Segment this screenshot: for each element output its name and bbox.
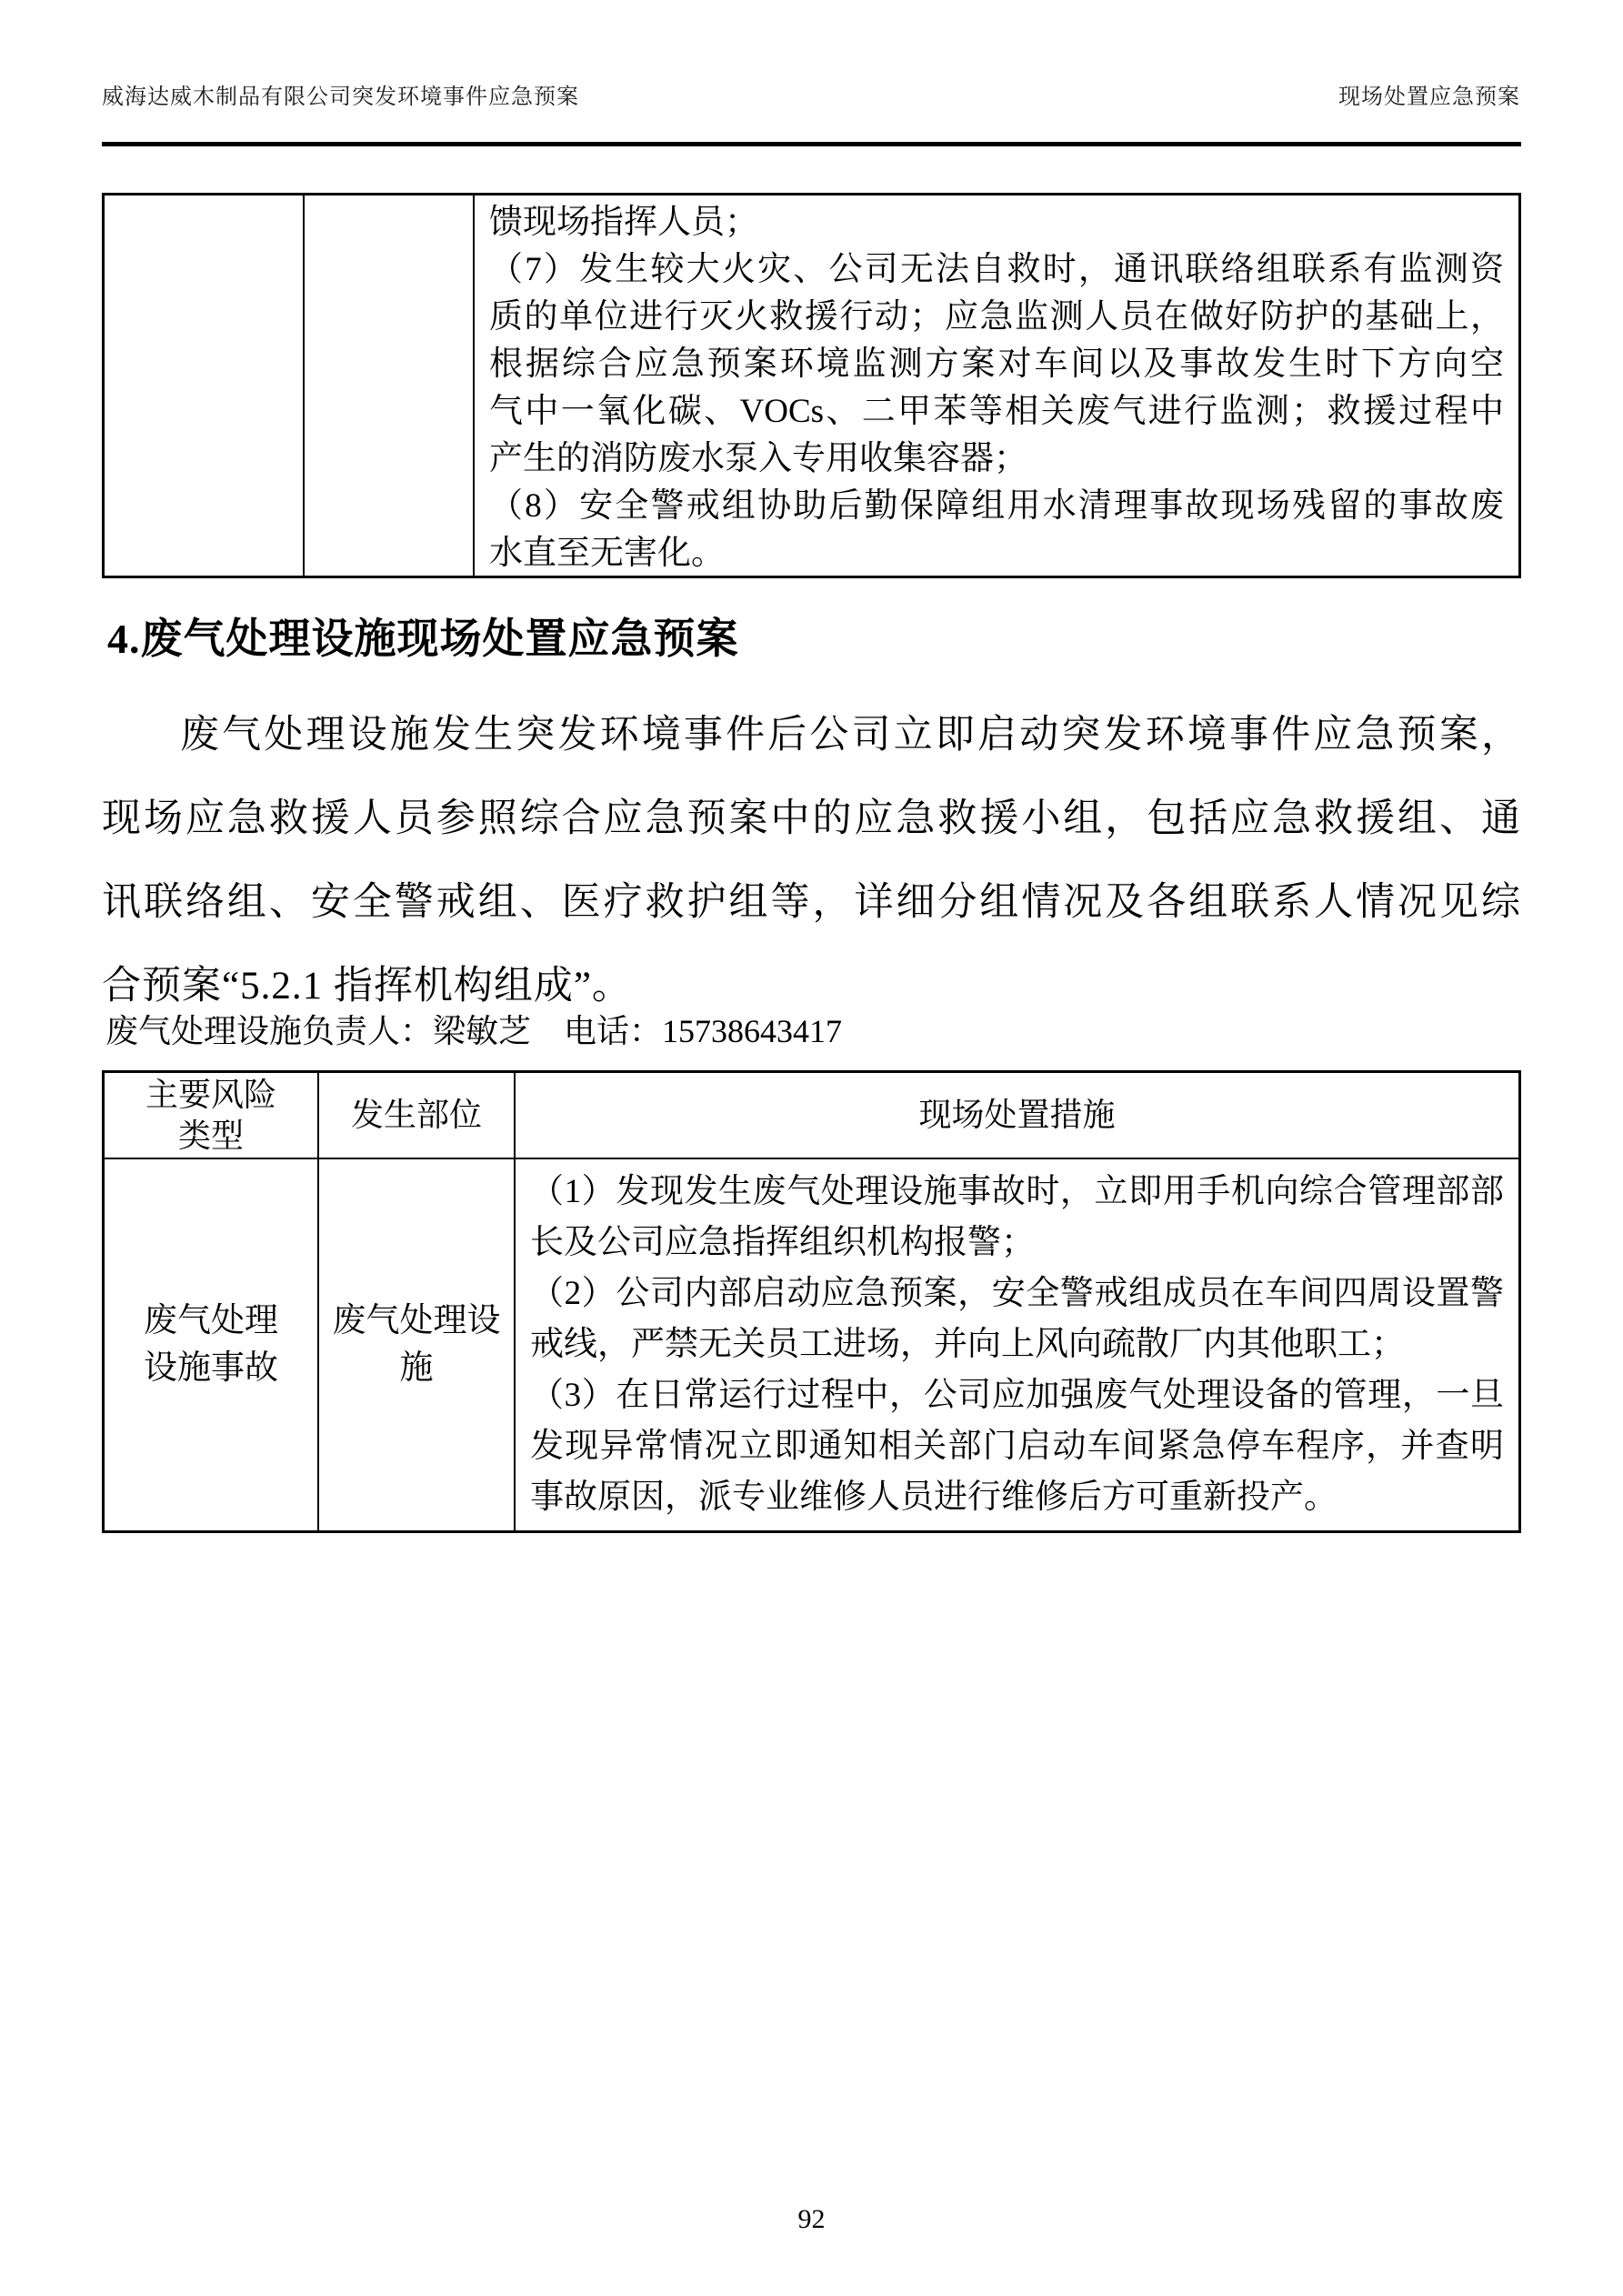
paragraph-line: 合预案“5.2.1 指挥机构组成”。: [102, 965, 632, 1008]
measures-table: [102, 1070, 1521, 1533]
section-paragraph: [102, 694, 1521, 1028]
text-line: （1）发现发生废气处理设施事故时，立即用手机向综合管理部部: [530, 1173, 1504, 1210]
paragraph-line: 讯联络组、安全警戒组、医疗救护组等，详细分组情况及各组联系人情况见综: [102, 881, 1521, 924]
paragraph-line: 现场应急救援人员参照综合应急预案中的应急救援小组，包括应急救援组、通: [102, 797, 1521, 840]
text-line: 根据综合应急预案环境监测方案对车间以及事故发生时下方向空: [489, 346, 1504, 383]
section-heading: 4.废气处理设施现场处置应急预案: [107, 616, 739, 662]
phone-label: 电话：: [564, 1013, 663, 1049]
text-line: （7）发生较大火灾、公司无法自救时，通讯联络组联系有监测资: [489, 251, 1504, 288]
text-line: 戒线，严禁无关员工进场，并向上风向疏散厂内其他职工；: [530, 1326, 1405, 1363]
responsible-label: 废气处理设施负责人：: [105, 1013, 434, 1049]
text-line: 类型: [177, 1117, 244, 1154]
text-line: （8）安全警戒组协助后勤保障组用水清理事故现场残留的事故废: [489, 487, 1504, 525]
paragraph-line: 废气处理设施发生突发环境事件后公司立即启动突发环境事件应急预案，: [180, 714, 1521, 757]
text-line: 馈现场指挥人员；: [489, 204, 758, 241]
text-line: 废气处理设: [332, 1302, 501, 1339]
responsible-name: 梁敏芝: [433, 1013, 532, 1049]
table1-measures-cell: [473, 196, 1518, 577]
text-line: 主要风险: [145, 1076, 276, 1113]
table2-header-measures: [514, 1073, 1518, 1158]
text-line: （3）在日常运行过程中，公司应加强废气处理设备的管理，一旦: [530, 1377, 1504, 1414]
phone-number: 15738643417: [662, 1013, 843, 1049]
table2-measures-cell: [514, 1158, 1518, 1530]
table2-header-location: [317, 1073, 514, 1158]
page-number: 92: [797, 2204, 826, 2234]
responsible-person-line: [105, 1009, 842, 1053]
text-line: 废气处理: [144, 1302, 278, 1339]
text-line: 现场处置措施: [918, 1097, 1116, 1133]
header-rule: [102, 142, 1521, 146]
header-right-title: 现场处置应急预案: [1338, 85, 1520, 109]
text-line: （2）公司内部启动应急预案，安全警戒组成员在车间四周设置警: [530, 1275, 1504, 1312]
text-line: 气中一氧化碳、VOCs、二甲苯等相关废气进行监测；救援过程中: [489, 393, 1504, 430]
table2-risk-type-cell: [105, 1158, 317, 1530]
text-line: 施: [399, 1349, 434, 1387]
text-line: 发现异常情况立即通知相关部门启动车间紧急停车程序，并查明: [530, 1428, 1504, 1465]
text-line: 事故原因，派专业维修人员进行维修后方可重新投产。: [530, 1479, 1337, 1516]
table2-location-cell: [317, 1158, 514, 1530]
table-continued: [102, 193, 1521, 578]
table1-risk-type-cell-empty: [105, 196, 303, 577]
table1-location-cell-empty: [303, 196, 473, 577]
text-line: 水直至无害化。: [489, 535, 725, 572]
header-left-title: 威海达威木制品有限公司突发环境事件应急预案: [102, 85, 579, 109]
text-line: 质的单位进行灭火救援行动；应急监测人员在做好防护的基础上，: [489, 298, 1504, 336]
text-line: 发生部位: [350, 1097, 482, 1133]
text-line: 长及公司应急指挥组织机构报警；: [530, 1224, 1035, 1261]
text-line: 设施事故: [144, 1349, 278, 1387]
table2-header-risk-type: [105, 1073, 317, 1158]
text-line: 产生的消防废水泵入专用收集容器；: [489, 440, 1027, 477]
